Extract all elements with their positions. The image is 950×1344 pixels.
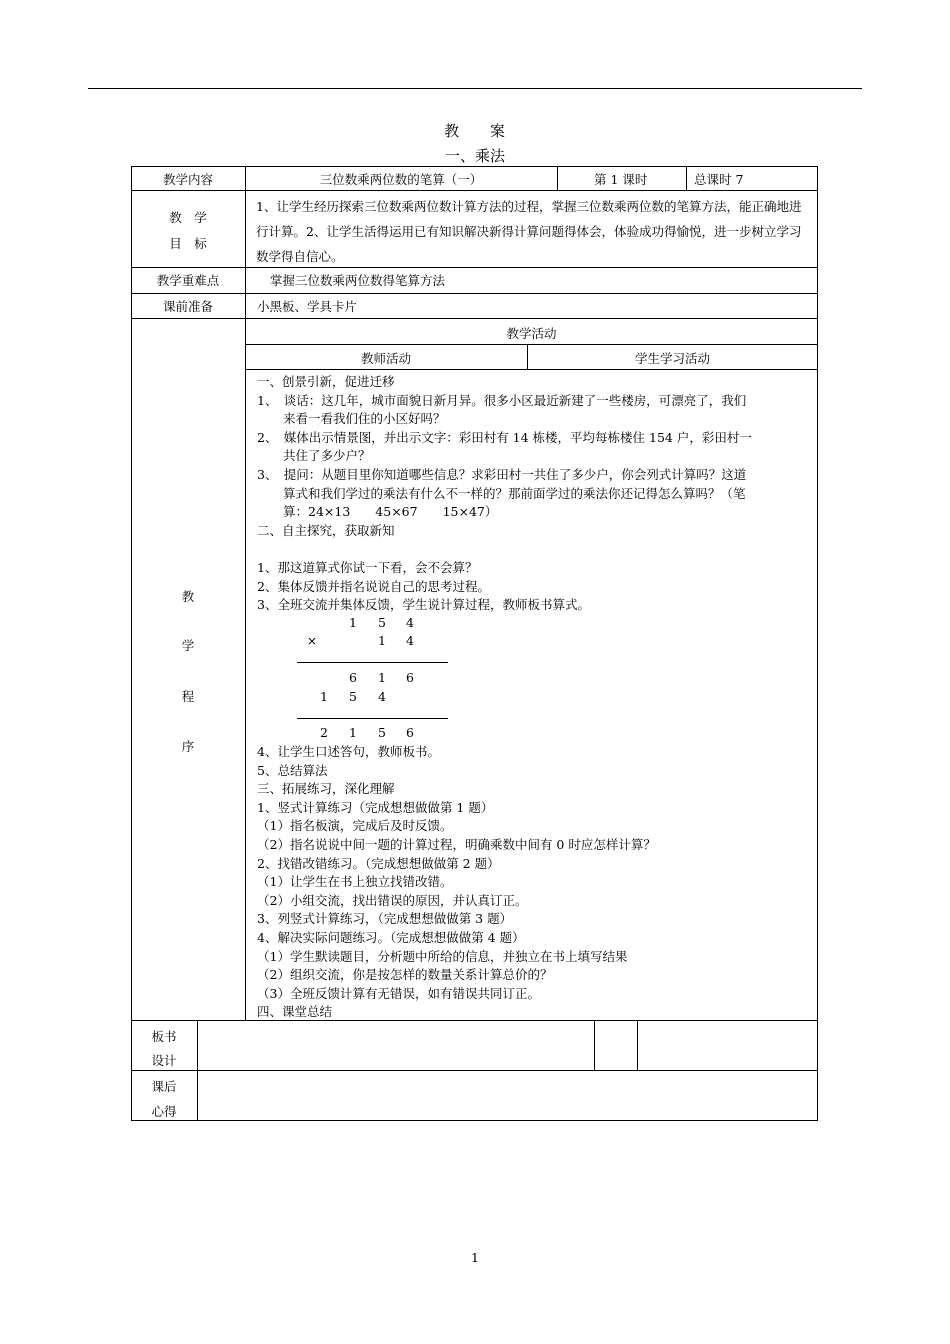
- process-line: 1、那这道算式你试一下看，会不会算？: [257, 560, 478, 575]
- process-line: 2、集体反馈并指名说说自己的思考过程。: [257, 578, 490, 594]
- process-line: 1、 谈话：这几年，城市面貌日新月异。很多小区最近新建了一些楼房，可漂亮了，我们: [257, 392, 747, 408]
- process-line: （2）指名说说中间一题的计算过程，明确乘数中间有 0 时应怎样计算？: [257, 837, 656, 852]
- row-divider: [245, 344, 818, 345]
- calc-digit: 4: [378, 689, 386, 704]
- chapter-title: 一、乘法: [444, 147, 505, 165]
- column-divider: [637, 1020, 638, 1070]
- process-label-char: 学: [181, 638, 195, 653]
- calc-digit: 1: [349, 615, 357, 630]
- process-line: 5、总结算法: [257, 762, 328, 778]
- reflection-label: 课后: [151, 1079, 177, 1094]
- key-points-value: 掌握三位数乘两位数得笔算方法: [270, 273, 446, 288]
- row-divider: [131, 318, 818, 319]
- key-points-label: 教学重难点: [156, 273, 220, 288]
- calc-digit: 5: [378, 725, 386, 740]
- document-title: 教 案: [444, 122, 506, 140]
- calc-digit: 4: [406, 615, 414, 630]
- column-divider: [594, 1020, 595, 1070]
- student-activity-header: 学生学习活动: [634, 351, 710, 366]
- process-line: 算：24×13 45×67 15×47）: [283, 504, 498, 520]
- row-divider: [131, 293, 818, 294]
- preparation-value: 小黑板、学具卡片: [257, 299, 358, 314]
- calc-digit: 6: [406, 725, 414, 740]
- process-line: 来看一看我们住的小区好吗？: [283, 411, 446, 427]
- calc-digit: 2: [320, 725, 328, 740]
- calc-digit: 5: [378, 615, 386, 630]
- process-line: 3、 提问：从题目里你知道哪些信息？求彩田村一共住了多少户，你会列式计算吗？这道: [257, 467, 747, 482]
- row-divider: [131, 1020, 818, 1021]
- page-number: 1: [471, 1250, 479, 1265]
- goals-label: 教 学: [169, 210, 207, 225]
- process-line: 三、拓展练习，深化理解: [257, 781, 395, 797]
- process-line: （3）全班反馈计算有无错误，如有错误共同订正。: [257, 985, 540, 1001]
- preparation-label: 课前准备: [162, 299, 213, 314]
- calc-digit: 1: [378, 633, 386, 648]
- column-divider: [197, 1020, 198, 1121]
- header-rule: [88, 88, 862, 89]
- goals-text: 1、让学生经历探索三位数乘两位数计算方法的过程，掌握三位数乘两位数的笔算方法，能正确地进行计算。2、让学生活得运用已有知识解决新得计算问题得体会，体验成功得愉悦，进一步树立学习数学得自信心。: [256, 199, 802, 264]
- content-value: 三位数乘两位数的笔算（一）: [319, 172, 483, 187]
- board-label: 设计: [151, 1053, 177, 1068]
- process-line: 1、竖式计算练习（完成想想做做第 1 题）: [257, 799, 494, 815]
- calc-digit: 6: [406, 670, 414, 685]
- lesson-number: 第 1 课时: [594, 172, 648, 187]
- row-divider: [131, 190, 818, 191]
- process-line: （2）小组交流，找出错误的原因，并认真订正。: [257, 892, 528, 908]
- calc-digit: 6: [349, 670, 357, 685]
- row-divider: [245, 369, 818, 370]
- process-line: （1）学生默读题目，分析题中所给的信息，并独立在书上填写结果: [257, 948, 628, 964]
- goals-label: 目 标: [169, 236, 207, 251]
- column-divider: [245, 166, 246, 1020]
- calc-digit: 1: [320, 689, 328, 704]
- process-line: 4、解决实际问题练习。（完成想想做做第 4 题）: [257, 930, 525, 945]
- process-line: 算式和我们学过的乘法有什么不一样的？那前面学过的乘法你还记得怎么算吗？（笔: [283, 485, 746, 501]
- content-label: 教学内容: [162, 172, 213, 187]
- row-divider: [131, 1070, 818, 1071]
- board-label: 板书: [151, 1029, 177, 1044]
- process-line: 3、列竖式计算练习，（完成想想做做第 3 题）: [257, 911, 513, 927]
- calc-rule: [297, 718, 448, 719]
- calc-digit: 4: [406, 633, 414, 648]
- times-sign: ×: [306, 633, 318, 648]
- process-line: （2）组织交流，你是按怎样的数量关系计算总价的？: [257, 967, 553, 983]
- process-line: 2、找错改错练习。（完成想想做做第 2 题）: [257, 855, 500, 871]
- activity-title: 教学活动: [506, 326, 557, 341]
- calc-digit: 1: [349, 725, 357, 740]
- process-label-char: 序: [181, 739, 195, 754]
- calc-digit: 1: [378, 670, 386, 685]
- process-line: 一、创景引新，促进迁移: [257, 374, 395, 389]
- calc-digit: 5: [349, 689, 357, 704]
- teacher-activity-header: 教师活动: [360, 351, 411, 366]
- reflection-label: 心得: [151, 1104, 177, 1119]
- process-line: 共住了多少户？: [283, 448, 371, 464]
- calc-rule: [297, 662, 448, 663]
- column-divider: [557, 166, 558, 190]
- process-line: （1）让学生在书上独立找错改错。: [257, 874, 453, 890]
- process-label-char: 程: [181, 689, 195, 704]
- total-lessons: 总课时 7: [694, 172, 744, 187]
- process-line: 3、全班交流并集体反馈，学生说计算过程，教师板书算式。: [257, 597, 590, 613]
- process-line: 四、课堂总结: [257, 1004, 333, 1020]
- process-line: 2、 媒体出示情景图，并出示文字：彩田村有 14 栋楼，平均每栋楼住 154 户，彩田村一: [257, 429, 752, 445]
- column-divider: [686, 166, 687, 190]
- process-line: 4、让学生口述答句，教师板书。: [257, 744, 440, 759]
- process-line: （1）指名板演，完成后及时反馈。: [257, 818, 453, 834]
- process-label-char: 教: [181, 589, 195, 604]
- process-line: 二、自主探究，获取新知: [257, 522, 395, 538]
